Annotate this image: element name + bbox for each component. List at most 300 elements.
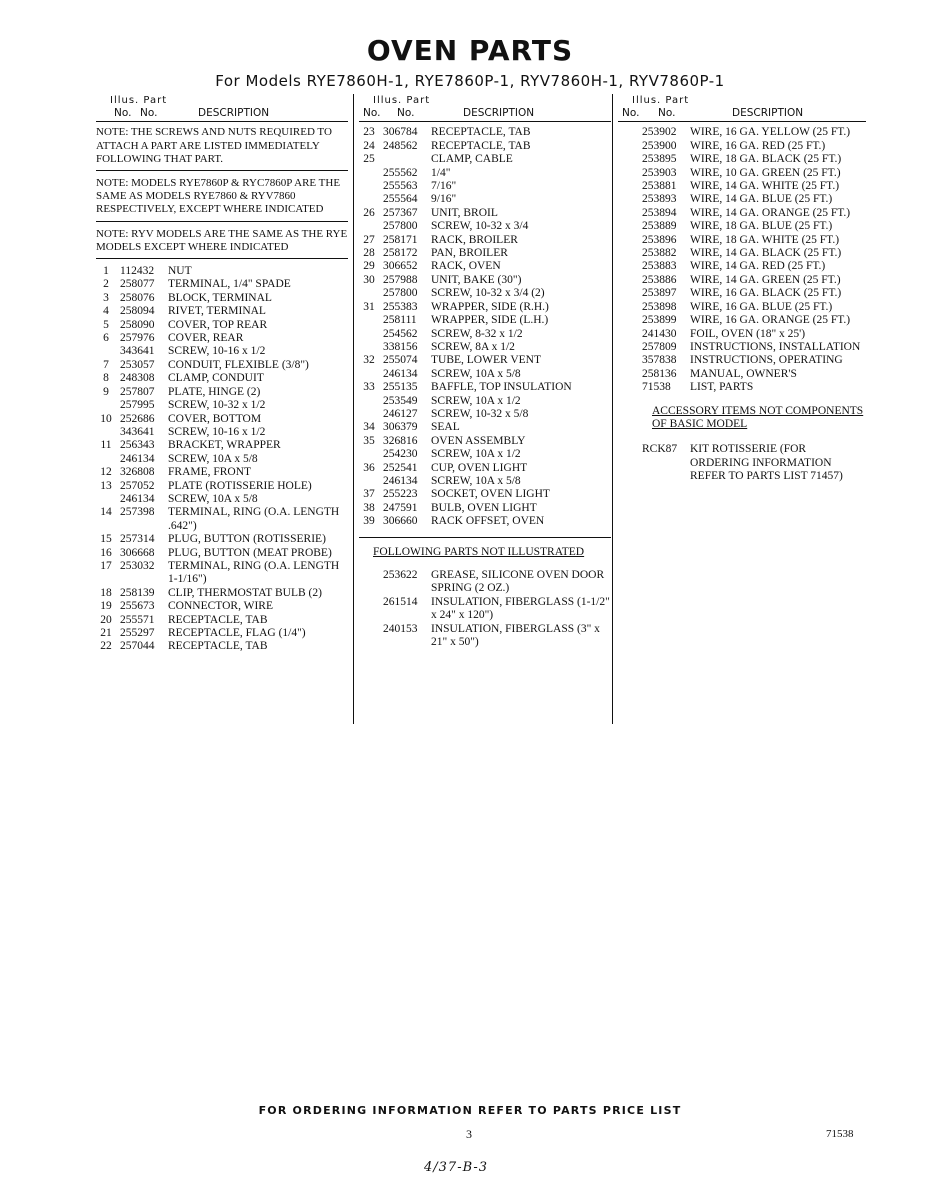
illus-number xyxy=(618,220,638,233)
header-no2: No. xyxy=(140,107,158,120)
part-number: 257800 xyxy=(383,220,418,233)
table-row xyxy=(359,354,611,367)
part-number: 257398 xyxy=(120,506,155,519)
table-row xyxy=(618,287,866,300)
part-number: 246134 xyxy=(383,367,418,380)
illus-number: 20 xyxy=(100,613,112,626)
part-number: 255135 xyxy=(383,381,418,394)
table-row xyxy=(96,319,348,332)
column-divider-1 xyxy=(353,94,354,724)
table-row xyxy=(359,421,611,434)
table-row xyxy=(359,126,611,139)
table-row xyxy=(359,462,611,475)
illus-number xyxy=(618,167,638,180)
illus-number xyxy=(359,395,379,408)
not-illustrated-heading: FOLLOWING PARTS NOT ILLUSTRATED xyxy=(373,545,585,558)
part-number: 253894 xyxy=(642,206,677,219)
part-description: WIRE, 10 GA. GREEN (25 FT.) xyxy=(690,166,841,179)
part-description: PAN, BROILER xyxy=(431,247,508,260)
table-row xyxy=(359,408,611,421)
table-row xyxy=(96,466,348,479)
illus-number xyxy=(618,193,638,206)
table-row xyxy=(618,443,866,483)
part-description: SCREW, 10-16 x 1/2 xyxy=(168,425,266,438)
illus-number xyxy=(359,328,379,341)
illus-number: 25 xyxy=(363,153,375,166)
table-row xyxy=(618,274,866,287)
part-description: SCREW, 8A x 1/2 xyxy=(431,340,515,353)
part-number: 253896 xyxy=(642,233,677,246)
table-row xyxy=(96,439,348,452)
illus-number xyxy=(359,596,379,623)
part-number: 258076 xyxy=(120,291,155,304)
illus-number: 17 xyxy=(100,559,112,572)
part-description: WIRE, 16 GA. YELLOW (25 FT.) xyxy=(690,126,851,139)
part-description: COVER, TOP REAR xyxy=(168,318,268,331)
part-description: WIRE, 16 GA. RED (25 FT.) xyxy=(690,139,826,152)
illus-number: 22 xyxy=(100,640,112,653)
table-row xyxy=(96,359,348,372)
part-description: CLAMP, CONDUIT xyxy=(168,372,264,385)
part-description: COVER, BOTTOM xyxy=(168,412,262,425)
illus-number: 38 xyxy=(363,501,375,514)
table-row xyxy=(359,515,611,528)
part-description: CUP, OVEN LIGHT xyxy=(431,461,528,474)
part-description: RECEPTACLE, TAB xyxy=(168,640,268,653)
part-number: 255074 xyxy=(383,354,418,367)
illus-number: 37 xyxy=(363,488,375,501)
table-row xyxy=(618,247,866,260)
illus-number xyxy=(359,193,379,206)
part-description: INSTRUCTIONS, INSTALLATION xyxy=(690,340,861,353)
illus-number xyxy=(618,126,638,139)
part-number: 255563 xyxy=(383,180,418,193)
column-header-illus-part: Illus. Part xyxy=(373,95,431,106)
table-row xyxy=(618,153,866,166)
illus-number: 5 xyxy=(103,318,109,331)
part-description: SCREW, 10A x 5/8 xyxy=(168,452,258,465)
part-number: 255297 xyxy=(120,627,155,639)
illus-number xyxy=(359,341,379,354)
illus-number: 9 xyxy=(103,385,109,398)
part-number: 253897 xyxy=(642,287,677,300)
part-description: RACK OFFSET, OVEN xyxy=(431,515,545,528)
illus-number xyxy=(96,493,116,506)
part-description: SCREW, 10-32 x 1/2 xyxy=(168,399,266,412)
part-description: RECEPTACLE, TAB xyxy=(431,139,531,152)
part-description: SCREW, 10-32 x 3/4 (2) xyxy=(431,287,545,300)
table-row xyxy=(96,426,348,439)
table-row xyxy=(359,381,611,394)
part-description: BRACKET, WRAPPER xyxy=(168,439,281,452)
part-description: WIRE, 16 GA. BLACK (25 FT.) xyxy=(690,287,842,300)
part-number: 257044 xyxy=(120,640,155,653)
illus-number xyxy=(618,274,638,287)
part-description: RACK, OVEN xyxy=(431,260,501,273)
note-ryv: NOTE: RYV MODELS ARE THE SAME AS THE RYE MODELS EXCEPT WHERE INDICATED xyxy=(96,228,348,259)
illus-number xyxy=(359,287,379,300)
part-number: 255562 xyxy=(383,166,418,179)
table-row xyxy=(359,301,611,314)
illus-number xyxy=(359,569,379,596)
part-description: MANUAL, OWNER'S xyxy=(690,367,797,380)
table-row xyxy=(359,207,611,220)
part-number: 306784 xyxy=(383,126,418,139)
part-description: COVER, REAR xyxy=(168,332,244,345)
part-number: 247591 xyxy=(383,501,418,514)
illus-number: 16 xyxy=(100,546,112,559)
illus-number: 33 xyxy=(363,381,375,394)
illus-number xyxy=(96,426,116,439)
table-row xyxy=(618,301,866,314)
part-description: WIRE, 14 GA. BLACK (25 FT.) xyxy=(690,247,842,260)
part-description: 1/4" xyxy=(431,166,451,179)
part-number: 253881 xyxy=(642,180,677,193)
part-number: 258094 xyxy=(120,305,155,318)
illus-number xyxy=(618,354,638,367)
part-description: TUBE, LOWER VENT xyxy=(431,354,541,367)
part-number: 343641 xyxy=(120,425,155,438)
part-description: SEAL xyxy=(431,421,460,434)
table-row xyxy=(618,260,866,273)
table-row xyxy=(96,506,348,533)
accessory-list xyxy=(618,443,866,483)
illus-number: 21 xyxy=(100,627,112,639)
part-description: FRAME, FRONT xyxy=(168,466,252,479)
part-description: WRAPPER, SIDE (L.H.) xyxy=(431,314,549,327)
illus-number xyxy=(618,381,638,394)
illus-number xyxy=(618,301,638,314)
header-no: No. xyxy=(622,107,640,120)
table-row xyxy=(618,328,866,341)
accessory-heading: ACCESSORY ITEMS NOT COMPONENTS OF BASIC MODEL xyxy=(652,404,864,430)
table-row xyxy=(359,448,611,461)
column-divider-2 xyxy=(612,94,613,724)
ordering-footer: FOR ORDERING INFORMATION REFER TO PARTS PRICE LIST xyxy=(258,1104,682,1117)
parts-column-1 xyxy=(96,94,348,654)
illus-number: 12 xyxy=(100,466,112,479)
handwritten-stamp: 4/37-B-3 xyxy=(424,1160,489,1175)
table-row xyxy=(618,207,866,220)
illus-number: 39 xyxy=(363,515,375,528)
part-description: PLATE (ROTISSERIE HOLE) xyxy=(168,479,312,492)
parts-list-3 xyxy=(618,126,866,394)
part-description: TERMINAL, RING (O.A. LENGTH 1-1/16") xyxy=(168,559,340,586)
part-number: 258077 xyxy=(120,278,155,291)
illus-number: 32 xyxy=(363,354,375,367)
part-number: 241430 xyxy=(642,327,677,340)
table-row xyxy=(96,278,348,291)
illus-number: 10 xyxy=(100,412,112,425)
table-row xyxy=(359,314,611,327)
illus-number: 13 xyxy=(100,479,112,492)
part-number: 248308 xyxy=(120,372,155,385)
part-description: WIRE, 14 GA. ORANGE (25 FT.) xyxy=(690,206,851,219)
table-row xyxy=(359,475,611,488)
header-description: DESCRIPTION xyxy=(732,107,804,120)
part-description: UNIT, BAKE (30") xyxy=(431,273,522,286)
part-description: OVEN ASSEMBLY xyxy=(431,434,526,447)
part-number: 258171 xyxy=(383,233,418,246)
part-number: 343641 xyxy=(120,345,155,358)
illus-number: 15 xyxy=(100,533,112,546)
part-description: WIRE, 18 GA. BLUE (25 FT.) xyxy=(690,220,833,233)
part-number: 257995 xyxy=(120,399,155,412)
part-description: BAFFLE, TOP INSULATION xyxy=(431,381,572,394)
table-row xyxy=(359,234,611,247)
part-number: 253899 xyxy=(642,314,677,327)
table-row xyxy=(96,399,348,412)
illus-number: 7 xyxy=(103,358,109,371)
illus-number xyxy=(359,448,379,461)
part-description: SCREW, 8-32 x 1/2 xyxy=(431,327,523,340)
table-row xyxy=(618,314,866,327)
illus-number: 31 xyxy=(363,300,375,313)
table-row xyxy=(96,292,348,305)
part-number: 256343 xyxy=(120,439,155,452)
part-number: 254230 xyxy=(383,448,418,461)
part-description: NUT xyxy=(168,265,192,278)
illus-number xyxy=(96,345,116,358)
not-illustrated-list xyxy=(359,569,611,649)
table-row xyxy=(618,167,866,180)
part-description: SCREW, 10-32 x 3/4 xyxy=(431,220,529,233)
page-title: OVEN PARTS xyxy=(366,34,574,67)
part-number: 326808 xyxy=(120,466,155,479)
table-row xyxy=(359,395,611,408)
illus-number: 8 xyxy=(103,372,109,385)
part-number: 258111 xyxy=(383,314,417,327)
table-row xyxy=(359,247,611,260)
table-row xyxy=(618,220,866,233)
part-number: 240153 xyxy=(383,622,418,635)
header-description: DESCRIPTION xyxy=(463,107,535,120)
illus-number xyxy=(359,475,379,488)
illus-number: 36 xyxy=(363,461,375,474)
part-description: INSULATION, FIBERGLASS (3" x 21" x 50") xyxy=(431,622,600,649)
table-row xyxy=(618,180,866,193)
table-row xyxy=(618,381,866,394)
part-number: 357838 xyxy=(642,354,677,367)
table-row xyxy=(618,341,866,354)
part-number: 257367 xyxy=(383,206,418,219)
illus-number xyxy=(618,247,638,260)
table-row xyxy=(618,368,866,381)
part-number: 71538 xyxy=(642,381,671,394)
part-number: 253900 xyxy=(642,139,677,152)
part-description: CONNECTOR, WIRE xyxy=(168,600,273,613)
illus-number: 4 xyxy=(103,305,109,318)
table-row xyxy=(618,354,866,367)
note-screws: NOTE: THE SCREWS AND NUTS REQUIRED TO ATTACH A PART ARE LISTED IMMEDIATELY FOLLOWING THAT PART. xyxy=(96,126,348,171)
table-row xyxy=(359,180,611,193)
part-number: 258136 xyxy=(642,367,677,380)
table-row xyxy=(96,560,348,587)
table-row xyxy=(96,640,348,653)
part-number xyxy=(383,153,427,166)
part-description: RECEPTACLE, FLAG (1/4") xyxy=(168,627,306,639)
part-description: CLIP, THERMOSTAT BULB (2) xyxy=(168,586,322,599)
part-description: PLUG, BUTTON (ROTISSERIE) xyxy=(168,533,326,546)
part-number: 257988 xyxy=(383,273,418,286)
part-description: TERMINAL, RING (O.A. LENGTH .642") xyxy=(168,506,340,532)
illus-number: 28 xyxy=(363,247,375,260)
header-no: No. xyxy=(114,107,132,120)
illus-number xyxy=(618,287,638,300)
illus-number xyxy=(618,140,638,153)
part-description: SCREW, 10A x 5/8 xyxy=(431,474,521,487)
illus-number: 30 xyxy=(363,273,375,286)
header-rule xyxy=(618,121,866,122)
table-row xyxy=(359,502,611,515)
part-description: TERMINAL, 1/4" SPADE xyxy=(168,278,291,291)
part-number: 253032 xyxy=(120,559,155,572)
column-header xyxy=(618,107,866,119)
part-number: 254562 xyxy=(383,327,418,340)
table-row xyxy=(96,265,348,278)
part-number: 253895 xyxy=(642,153,677,166)
part-number: 306652 xyxy=(383,260,418,273)
part-number: 253898 xyxy=(642,300,677,313)
part-description: SCREW, 10A x 1/2 xyxy=(431,448,521,461)
table-row xyxy=(359,488,611,501)
illus-number xyxy=(618,443,638,483)
document-number: 71538 xyxy=(826,1128,854,1140)
part-number: RCK87 xyxy=(642,443,678,456)
parts-column-2 xyxy=(359,94,611,649)
part-number: 326816 xyxy=(383,434,418,447)
table-row xyxy=(359,623,611,650)
part-number: 257976 xyxy=(120,332,155,345)
illus-number xyxy=(359,368,379,381)
part-description: UNIT, BROIL xyxy=(431,206,498,219)
illus-number xyxy=(618,180,638,193)
part-number: 257052 xyxy=(120,479,155,492)
part-description: WIRE, 14 GA. RED (25 FT.) xyxy=(690,260,826,273)
part-number: 258172 xyxy=(383,247,418,260)
part-description: PLATE, HINGE (2) xyxy=(168,385,261,398)
part-number: 253057 xyxy=(120,358,155,371)
table-row xyxy=(96,480,348,493)
part-number: 253622 xyxy=(383,569,418,581)
part-number: 255223 xyxy=(383,488,418,501)
part-description: 7/16" xyxy=(431,180,457,193)
part-number: 253893 xyxy=(642,193,677,206)
part-description: INSTRUCTIONS, OPERATING xyxy=(690,354,843,367)
illus-number xyxy=(618,260,638,273)
note-models: NOTE: MODELS RYE7860P & RYC7860P ARE THE SAME AS MODELS RYE7860 & RYV7860 RESPECTIVELY, EXCEPT WHERE INDICATED xyxy=(96,177,348,222)
part-description: BLOCK, TERMINAL xyxy=(168,291,272,304)
table-row xyxy=(96,345,348,358)
table-row xyxy=(359,140,611,153)
illus-number xyxy=(618,153,638,166)
table-row xyxy=(359,596,611,623)
part-number: 248562 xyxy=(383,139,418,152)
part-description: SCREW, 10A x 1/2 xyxy=(431,394,521,407)
page-number: 3 xyxy=(466,1127,472,1141)
illus-number xyxy=(359,220,379,233)
column-header-illus-part: Illus. Part xyxy=(632,95,690,106)
illus-number: 24 xyxy=(363,139,375,152)
part-description: WRAPPER, SIDE (R.H.) xyxy=(431,300,549,313)
part-description: WIRE, 16 GA. ORANGE (25 FT.) xyxy=(690,314,851,327)
part-description: GREASE, SILICONE OVEN DOOR SPRING (2 OZ.) xyxy=(431,569,605,595)
part-description: SCREW, 10A x 5/8 xyxy=(431,367,521,380)
illus-number: 19 xyxy=(100,600,112,613)
part-number: 258139 xyxy=(120,586,155,599)
illus-number: 6 xyxy=(103,332,109,345)
illus-number: 11 xyxy=(100,439,112,452)
part-number: 306668 xyxy=(120,546,155,559)
illus-number xyxy=(359,180,379,193)
table-row xyxy=(359,328,611,341)
part-description: FOIL, OVEN (18" x 25') xyxy=(690,327,806,340)
table-row xyxy=(96,453,348,466)
illus-number: 23 xyxy=(363,126,375,139)
part-number: 252686 xyxy=(120,412,155,425)
table-row xyxy=(96,614,348,627)
part-number: 257807 xyxy=(120,385,155,398)
part-number: 253889 xyxy=(642,220,677,233)
illus-number xyxy=(618,368,638,381)
part-number: 255571 xyxy=(120,613,155,626)
illus-number xyxy=(359,314,379,327)
part-number: 306379 xyxy=(383,421,418,434)
part-description: SCREW, 10-32 x 5/8 xyxy=(431,407,529,420)
header-no2: No. xyxy=(397,107,415,120)
illus-number: 35 xyxy=(363,434,375,447)
part-description: CONDUIT, FLEXIBLE (3/8") xyxy=(168,358,309,371)
header-no: No. xyxy=(363,107,381,120)
illus-number: 3 xyxy=(103,291,109,304)
part-description: CLAMP, CABLE xyxy=(431,153,513,166)
part-description: KIT ROTISSERIE (FOR ORDERING INFORMATION REFER TO PARTS LIST 71457) xyxy=(690,443,843,483)
table-row xyxy=(359,341,611,354)
illus-number: 2 xyxy=(103,278,109,291)
part-number: 257314 xyxy=(120,533,155,546)
illus-number xyxy=(618,328,638,341)
table-row xyxy=(618,140,866,153)
table-row xyxy=(359,193,611,206)
part-number: 255564 xyxy=(383,193,418,206)
part-description: BULB, OVEN LIGHT xyxy=(431,501,537,514)
illus-number xyxy=(96,399,116,412)
column-header xyxy=(96,107,348,119)
part-description: RECEPTACLE, TAB xyxy=(431,126,531,139)
part-description: SCREW, 10A x 5/8 xyxy=(168,492,258,505)
table-row xyxy=(96,372,348,385)
table-row xyxy=(96,587,348,600)
part-description: 9/16" xyxy=(431,193,457,206)
illus-number: 34 xyxy=(363,421,375,434)
illus-number xyxy=(618,234,638,247)
part-description: WIRE, 14 GA. BLUE (25 FT.) xyxy=(690,193,833,206)
part-description: RACK, BROILER xyxy=(431,233,518,246)
part-number: 253882 xyxy=(642,247,677,260)
table-row xyxy=(359,167,611,180)
part-description: WIRE, 18 GA. WHITE (25 FT.) xyxy=(690,233,840,246)
header-no2: No. xyxy=(658,107,676,120)
part-number: 255383 xyxy=(383,300,418,313)
part-number: 246134 xyxy=(120,492,155,505)
table-row xyxy=(618,193,866,206)
part-description: WIRE, 14 GA. GREEN (25 FT.) xyxy=(690,273,841,286)
section-rule xyxy=(359,537,611,538)
part-number: 261514 xyxy=(383,595,418,608)
table-row xyxy=(359,569,611,596)
table-row xyxy=(359,287,611,300)
illus-number xyxy=(359,623,379,650)
